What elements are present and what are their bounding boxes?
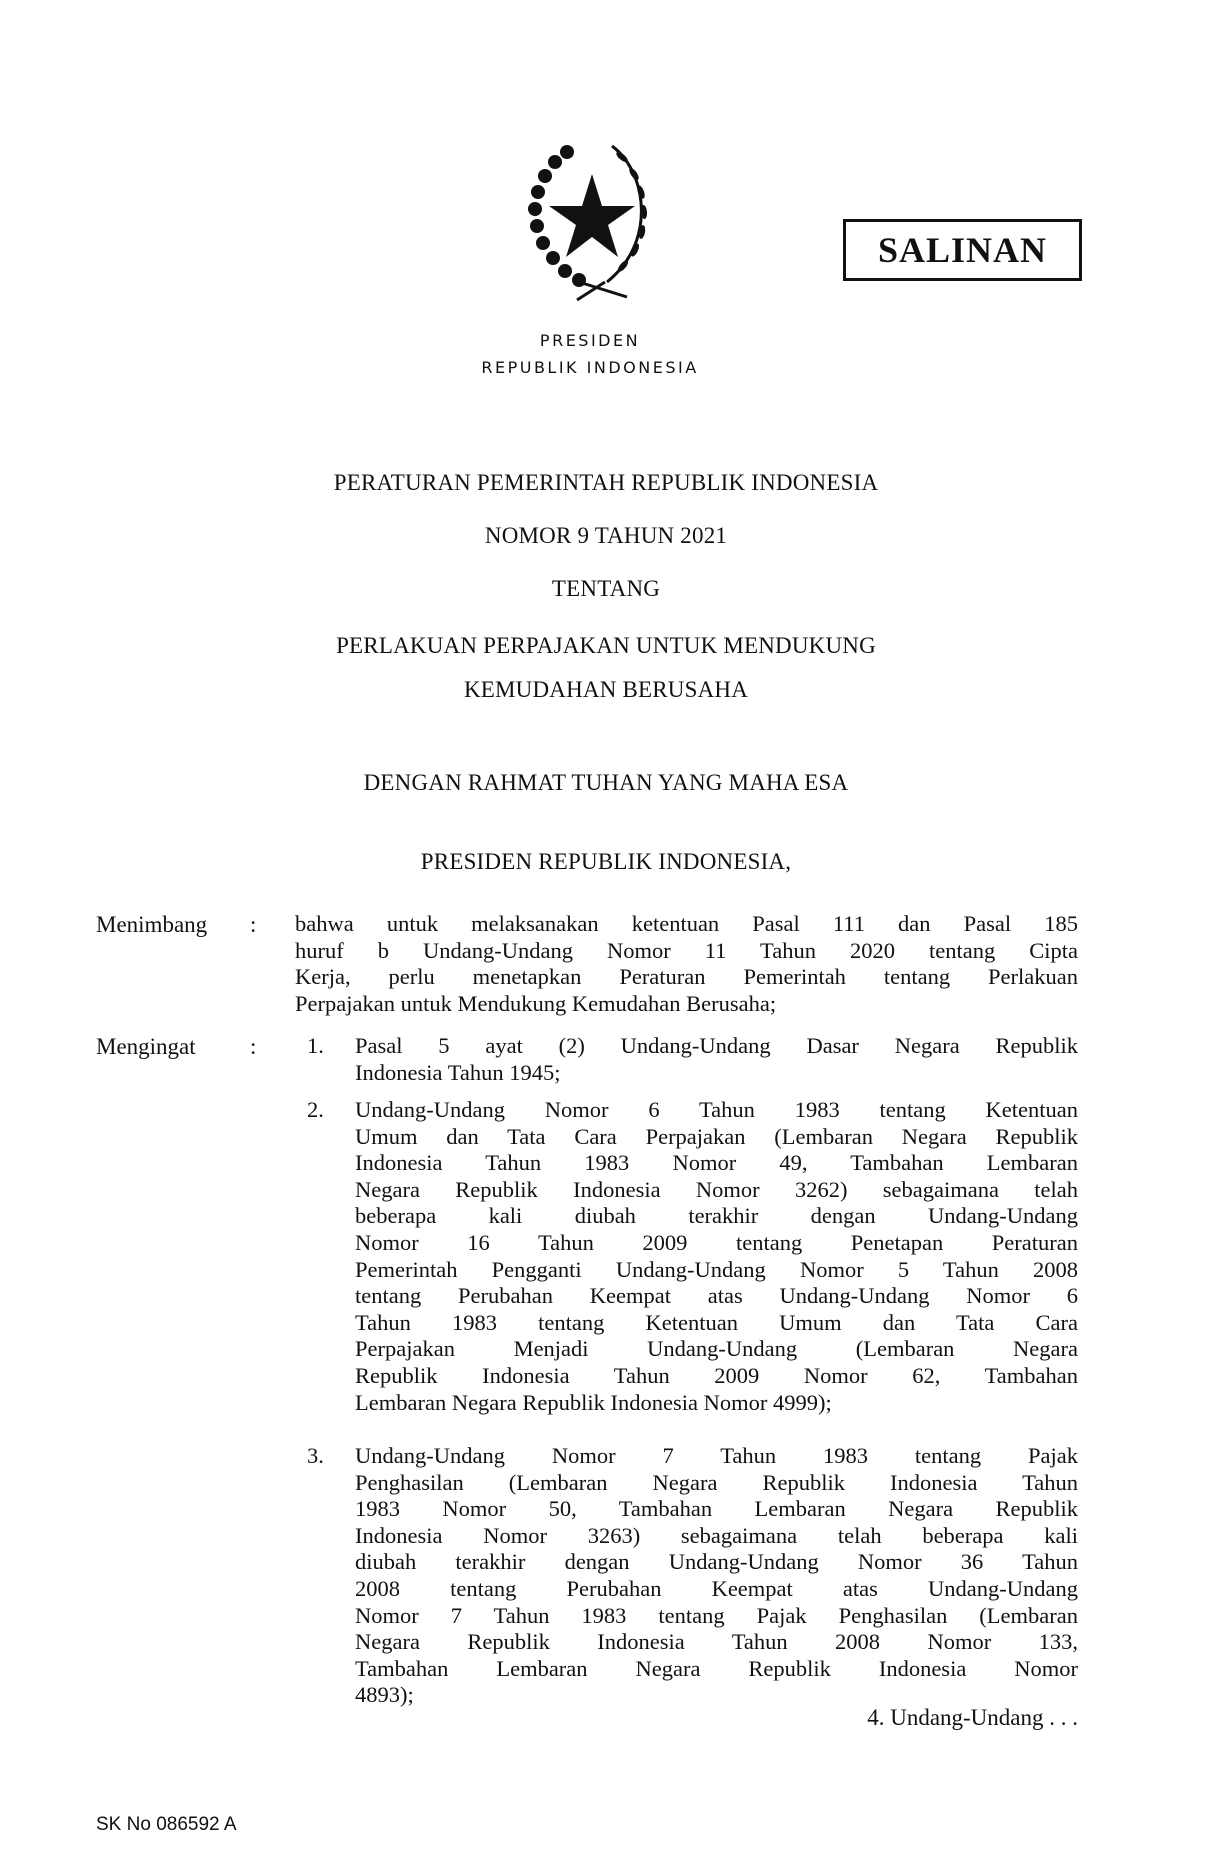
text-line: Indonesia Nomor 3263) sebagaimana telah beberapa kali: [355, 1522, 1078, 1548]
regulation-subject-2: KEMUDAHAN BERUSAHA: [463, 677, 749, 702]
text-line: tentang Perubahan Keempat atas Undang-Undang Nomor 6: [355, 1283, 1078, 1309]
text-line: Tambahan Lembaran Negara Republik Indonesia Nomor: [355, 1655, 1078, 1681]
text-line: Tahun 1983 tentang Ketentuan Umum dan Tata Cara: [355, 1309, 1078, 1335]
text-line: Perpajakan Menjadi Undang-Undang (Lembaran Negara: [355, 1336, 1078, 1362]
text-line: Negara Republik Indonesia Nomor 3262) sebagaimana telah: [355, 1176, 1078, 1202]
text-line: Kerja, perlu menetapkan Peraturan Pemerintah tentang Perlakuan: [295, 964, 1078, 990]
text-line: Lembaran Negara Republik Indonesia Nomor 4999);: [355, 1389, 832, 1415]
office-line-2: REPUBLIK INDONESIA: [481, 358, 699, 377]
recalling-colon: :: [250, 1034, 257, 1059]
text-line: 4893);: [355, 1682, 414, 1708]
text-line: bahwa untuk melaksanakan ketentuan Pasal 111 dan Pasal 185: [295, 911, 1078, 936]
text-line: 1983 Nomor 50, Tambahan Lembaran Negara Republik: [355, 1496, 1078, 1522]
text-line: Indonesia Tahun 1983 Nomor 49, Tambahan Lembaran: [355, 1150, 1078, 1176]
document-serial-number: SK No 086592 A: [96, 1814, 237, 1835]
regulation-subject-1: PERLAKUAN PERPAJAKAN UNTUK MENDUKUNG: [336, 633, 876, 658]
regulation-title: PERATURAN PEMERINTAH REPUBLIK INDONESIA: [333, 470, 879, 495]
text-line: diubah terakhir dengan Undang-Undang Nomor 36 Tahun: [355, 1549, 1078, 1575]
issuer: PRESIDEN REPUBLIK INDONESIA,: [420, 849, 792, 874]
text-line: Nomor 16 Tahun 2009 tentang Penetapan Peraturan: [355, 1230, 1078, 1255]
office-line-1: PRESIDEN: [539, 331, 641, 350]
item-number: 2.: [307, 1097, 324, 1122]
invocation: DENGAN RAHMAT TUHAN YANG MAHA ESA: [363, 770, 849, 795]
text-line: Indonesia Tahun 1945;: [355, 1059, 561, 1085]
text-line: Republik Indonesia Tahun 2009 Nomor 62, Tambahan: [355, 1363, 1078, 1388]
text-line: Penghasilan (Lembaran Negara Republik Indonesia Tahun: [355, 1469, 1078, 1495]
text-line: Undang-Undang Nomor 7 Tahun 1983 tentang Pajak: [355, 1443, 1078, 1468]
text-line: Negara Republik Indonesia Tahun 2008 Nomor 133,: [355, 1629, 1078, 1655]
text-line: Perpajakan untuk Mendukung Kemudahan Berusaha;: [295, 990, 777, 1016]
text-line: 2008 tentang Perubahan Keempat atas Undang-Undang: [355, 1576, 1078, 1601]
text-line: beberapa kali diubah terakhir dengan Undang-Undang: [355, 1203, 1078, 1229]
item-number: 1.: [307, 1033, 324, 1058]
text-line: Pasal 5 ayat (2) Undang-Undang Dasar Negara Republik: [355, 1033, 1078, 1058]
regulation-about: TENTANG: [551, 576, 661, 601]
text-line: huruf b Undang-Undang Nomor 11 Tahun 2020 tentang Cipta: [295, 937, 1078, 963]
text-line: Nomor 7 Tahun 1983 tentang Pajak Penghasilan (Lembaran: [355, 1602, 1078, 1628]
presidential-emblem-icon: [517, 132, 667, 304]
text-line: Undang-Undang Nomor 6 Tahun 1983 tentang Ketentuan: [355, 1097, 1078, 1122]
salinan-stamp: SALINAN: [843, 219, 1082, 281]
considering-colon: :: [250, 912, 257, 937]
continuation-marker: 4. Undang-Undang . . .: [867, 1705, 1078, 1730]
recalling-label: Mengingat: [96, 1034, 196, 1059]
considering-label: Menimbang: [96, 912, 208, 937]
item-number: 3.: [307, 1443, 324, 1468]
text-line: Pemerintah Pengganti Undang-Undang Nomor 5 Tahun 2008: [355, 1256, 1078, 1282]
regulation-number: NOMOR 9 TAHUN 2021: [484, 523, 728, 548]
text-line: Umum dan Tata Cara Perpajakan (Lembaran Negara Republik: [355, 1123, 1078, 1149]
